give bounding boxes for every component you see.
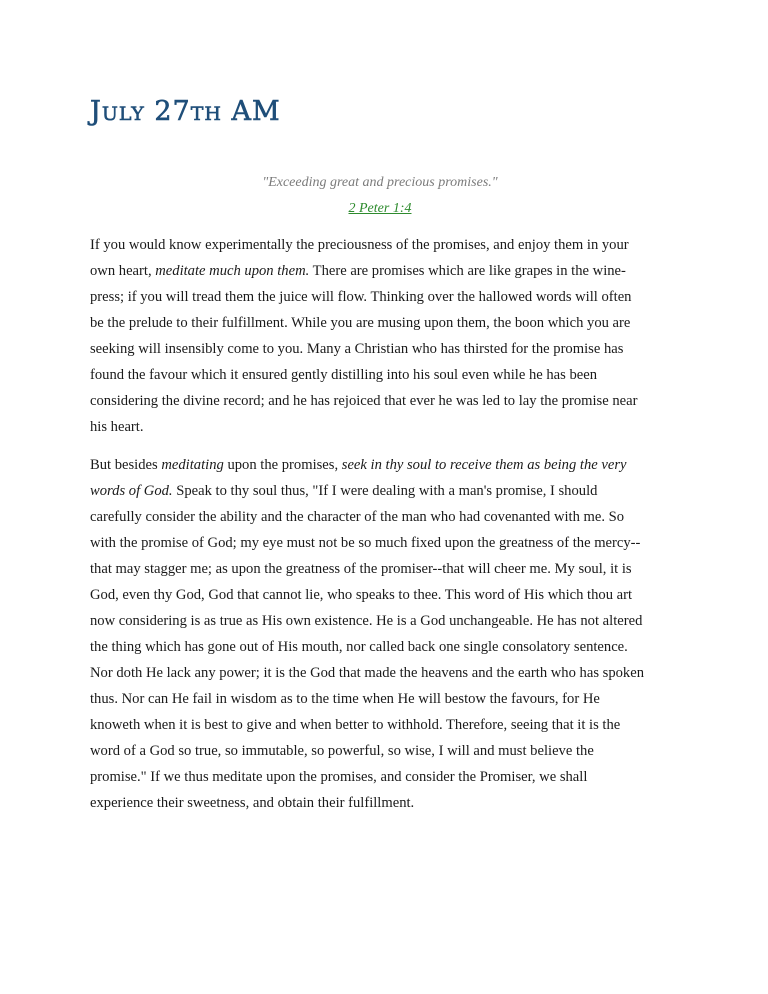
- text-run: his heart.: [90, 419, 144, 435]
- text-line: [90, 608, 670, 634]
- text-line: [90, 284, 670, 310]
- text-run: own heart,: [90, 263, 156, 279]
- text-run: knoweth when it is best to give and when better to withhold. Therefore, seeing that it is the: [90, 717, 621, 733]
- text-line: [90, 478, 670, 504]
- text-run: thus. Nor can He fail in wisdom as to the time when He will bestow the favours, for He: [90, 691, 600, 707]
- text-line: [90, 712, 670, 738]
- text-line: [90, 582, 670, 608]
- paragraph-1: [90, 232, 670, 440]
- text-run: with the promise of God; my eye must not be so much fixed upon the greatness of the mercy--: [90, 535, 641, 551]
- text-run: There are promises which are like grapes in the wine-: [309, 263, 626, 279]
- text-line: [90, 414, 670, 440]
- text-run: be the prelude to their fulfillment. While you are musing upon them, the boon which you are: [90, 315, 631, 331]
- page-title: [90, 96, 281, 127]
- text-run: word of a God so true, so immutable, so powerful, so wise, I will and must believe the: [90, 743, 594, 759]
- text-run: Nor doth He lack any power; it is the God that made the heavens and the earth who has spoken: [90, 665, 644, 681]
- text-run: God, even thy God, God that cannot lie, who speaks to thee. This word of His which thou art: [90, 587, 633, 603]
- text-run: promise." If we thus meditate upon the promises, and consider the Promiser, we shall: [90, 769, 588, 785]
- text-line: [90, 634, 670, 660]
- text-run: the thing which has gone out of His mouth, nor called back one single consolatory sentence.: [90, 639, 628, 655]
- text-run: experience their sweetness, and obtain their fulfillment.: [90, 795, 415, 811]
- text-run: seeking will insensibly come to you. Many a Christian who has thirsted for the promise has: [90, 341, 624, 357]
- text-line: [90, 310, 670, 336]
- text-line: [90, 686, 670, 712]
- text-run: that may stagger me; as upon the greatness of the promiser--that will cheer me. My soul, it is: [90, 561, 632, 577]
- text-run: considering the divine record; and he has rejoiced that ever he was led to lay the promise near: [90, 393, 638, 409]
- text-run: carefully consider the ability and the character of the man who had covenanted with me. So: [90, 509, 625, 525]
- text-run: now considering is as true as His own existence. He is a God unchangeable. He has not altered: [90, 613, 643, 629]
- text-line: [90, 764, 670, 790]
- text-line: [90, 530, 670, 556]
- text-line: [90, 452, 670, 478]
- emphasis-text: seek in thy soul to receive them as being the very: [341, 457, 627, 473]
- text-line: [90, 258, 670, 284]
- text-line: [90, 790, 670, 816]
- text-run: But besides: [90, 457, 162, 473]
- emphasis-text: meditating: [161, 457, 224, 473]
- text-run: found the favour which it ensured gently distilling into his soul even while he has been: [90, 367, 598, 383]
- scripture-reference-link[interactable]: 2 Peter 1:4: [348, 201, 412, 216]
- text-line: [90, 232, 670, 258]
- text-run: If you would know experimentally the preciousness of the promises, and enjoy them in your: [90, 237, 629, 253]
- scripture-reference: [90, 201, 670, 217]
- text-line: [90, 556, 670, 582]
- page-title-text: July 27th AM: [90, 96, 281, 127]
- text-line: [90, 362, 670, 388]
- text-line: [90, 738, 670, 764]
- text-line: [90, 388, 670, 414]
- scripture-quote: "Exceeding great and precious promises.": [262, 175, 498, 190]
- text-line: [90, 660, 670, 686]
- emphasis-text: words of God.: [90, 483, 173, 499]
- text-line: [90, 336, 670, 362]
- text-run: upon the promises,: [223, 457, 342, 473]
- paragraph-2: [90, 452, 670, 816]
- emphasis-text: meditate much upon them.: [155, 263, 310, 279]
- text-run: Speak to thy soul thus, "If I were dealing with a man's promise, I should: [172, 483, 598, 499]
- text-line: [90, 504, 670, 530]
- text-run: press; if you will tread them the juice will flow. Thinking over the hallowed words will often: [90, 289, 632, 305]
